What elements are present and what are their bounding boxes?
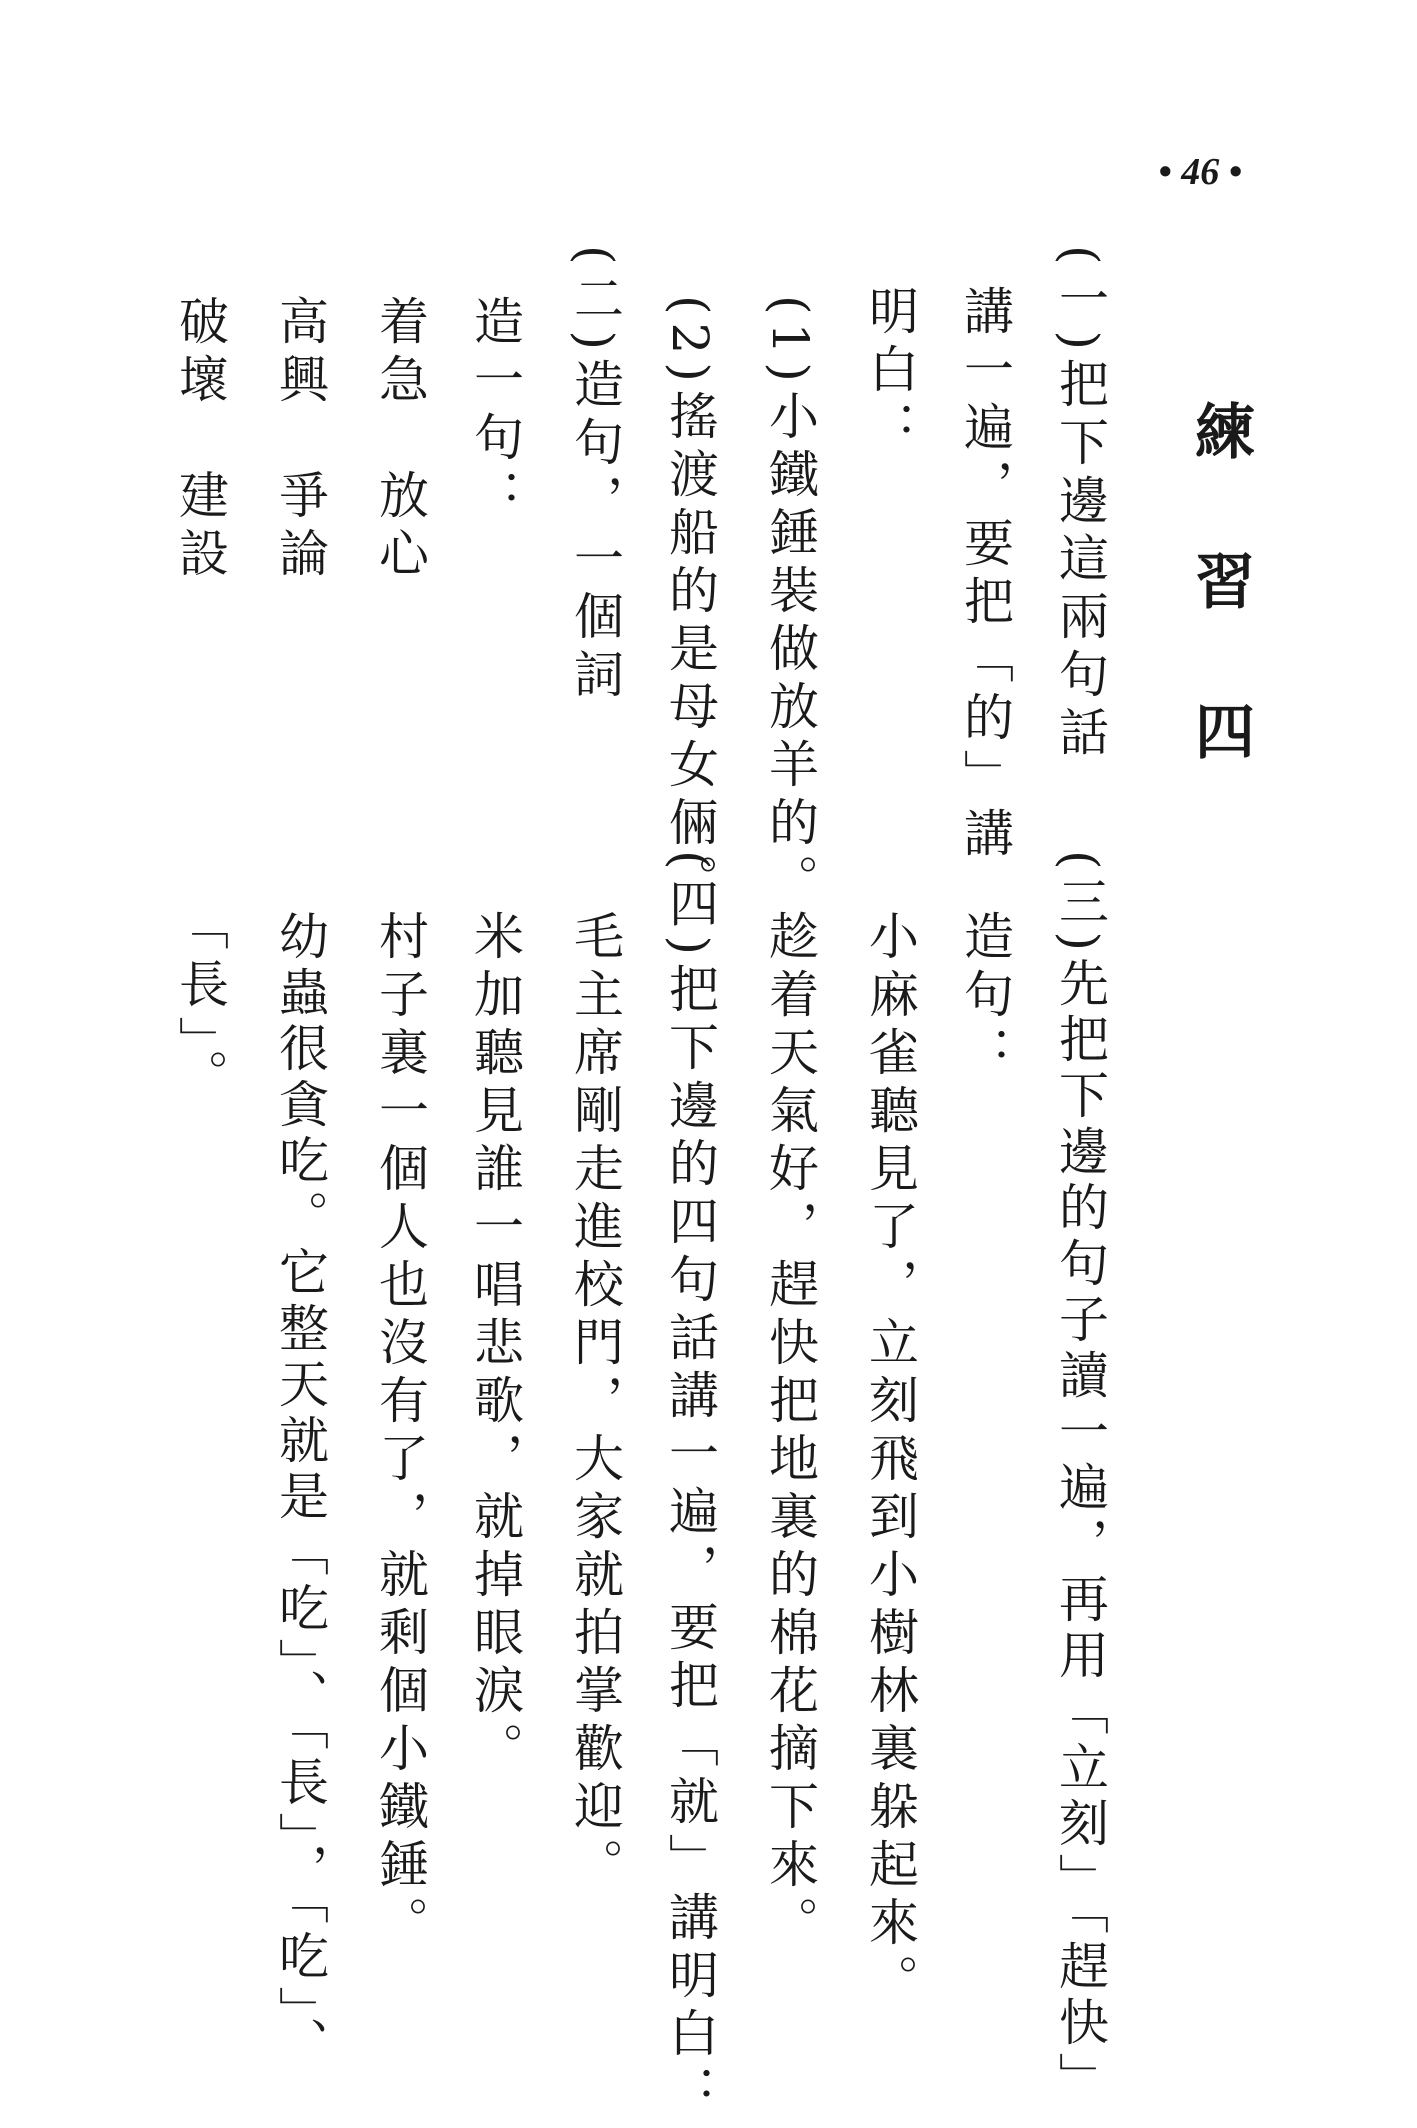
text-column: 造一句： [466, 295, 524, 527]
text-column: 趁着天氣好，趕快把地裏的棉花摘下來。 [761, 910, 819, 1954]
text-column: (二)造句，一個詞 [566, 245, 624, 707]
text-column: 幼蟲很貪吃。它整天就是「吃」、「長」，「吃」、 [271, 910, 329, 2073]
text-column: 毛主席剛走進校門，大家就拍掌歡迎。 [566, 910, 624, 1896]
text-column: 明白： [861, 285, 919, 459]
page-number: • 46 • [1158, 151, 1242, 193]
page-title: 練習四 [1185, 400, 1255, 850]
text-column: 造句： [956, 910, 1014, 1084]
text-column: 「長」。 [171, 900, 229, 1107]
text-column: 小麻雀聽見了，立刻飛到小樹林裏躲起來。 [861, 910, 919, 2012]
text-column: 着急 放心 [371, 295, 429, 585]
text-column: 高興 爭論 [271, 295, 329, 585]
text-column: 米加聽見誰一唱悲歌，就掉眼淚。 [466, 910, 524, 1780]
text-column: (四)把下邊的四句話講一遍，要把「就」講明白： [661, 850, 719, 2124]
text-column: 破壞 建設 [171, 295, 229, 585]
text-column: (1)小鐵錘裝做放羊的。 [761, 295, 819, 912]
text-column: (三)先把下邊的句子讀一遍，再用「立刻」「趕快」 [1051, 850, 1109, 2109]
text-column: 講一遍，要把「的」講 [956, 285, 1014, 865]
text-column: 村子裏一個人也沒有了，就剩個小鐵錘。 [371, 910, 429, 1954]
text-column: (2)搖渡船的是母女倆。 [661, 295, 719, 912]
text-column: (一)把下邊這兩句話 [1051, 245, 1109, 765]
